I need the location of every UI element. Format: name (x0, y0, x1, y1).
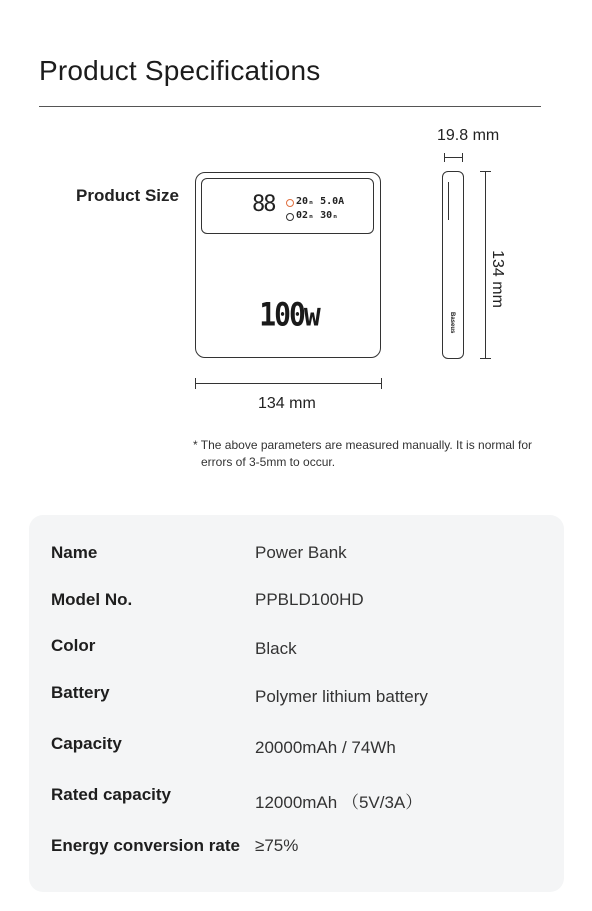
depth-tick-left (444, 153, 445, 162)
device-display (201, 178, 374, 234)
depth-dimension-text: 19.8 mm (437, 127, 500, 144)
spec-key: Name (51, 543, 98, 562)
height-tick-bottom (480, 358, 491, 359)
spec-value: 20000mAh / 74Wh (255, 738, 396, 757)
side-button (443, 182, 449, 220)
device-side-view (442, 171, 464, 359)
product-size-label: Product Size (76, 186, 179, 205)
page-title: Product Specifications (39, 55, 321, 86)
depth-tick-right (462, 153, 463, 162)
width-tick-left (195, 378, 196, 389)
spec-key: Capacity (51, 734, 122, 753)
spec-value: ≥75% (255, 836, 299, 855)
clock-icon (286, 213, 294, 221)
device-front-view (195, 172, 381, 358)
title-divider (39, 106, 541, 107)
display-bottom-readout: 02ₙ 30ₙ (296, 210, 339, 221)
spec-key: Energy conversion rate (51, 836, 240, 855)
measurement-note (193, 437, 563, 471)
spec-key: Color (51, 636, 96, 655)
width-dimension-text: 134 mm (258, 395, 316, 412)
spec-value: PPBLD100HD (255, 590, 364, 609)
spec-value: Black (255, 639, 297, 658)
spec-value: 12000mAh （5V/3A） (255, 793, 423, 812)
width-tick-right (381, 378, 382, 389)
depth-dimension-line (444, 157, 463, 158)
height-dimension-text: 134 mm (488, 250, 506, 308)
spec-key: Rated capacity (51, 785, 171, 804)
height-tick-top (480, 171, 491, 172)
side-brand-label: Baseus (449, 312, 455, 334)
note-line-1: * The above parameters are measured manually. It is normal for (193, 438, 533, 452)
width-dimension-line (195, 383, 382, 384)
spec-value: Power Bank (255, 543, 347, 562)
spec-key: Battery (51, 683, 110, 702)
display-digits: 88 (252, 192, 275, 217)
power-rating-label: 100w (259, 295, 319, 334)
note-line-2: errors of 3-5mm to occur. (201, 455, 336, 469)
spec-value: Polymer lithium battery (255, 687, 428, 706)
spec-key: Model No. (51, 590, 133, 609)
display-top-readout: 20ₙ 5.0A (296, 196, 345, 207)
led-dot-icon (286, 199, 294, 207)
height-dimension-line (485, 171, 486, 359)
